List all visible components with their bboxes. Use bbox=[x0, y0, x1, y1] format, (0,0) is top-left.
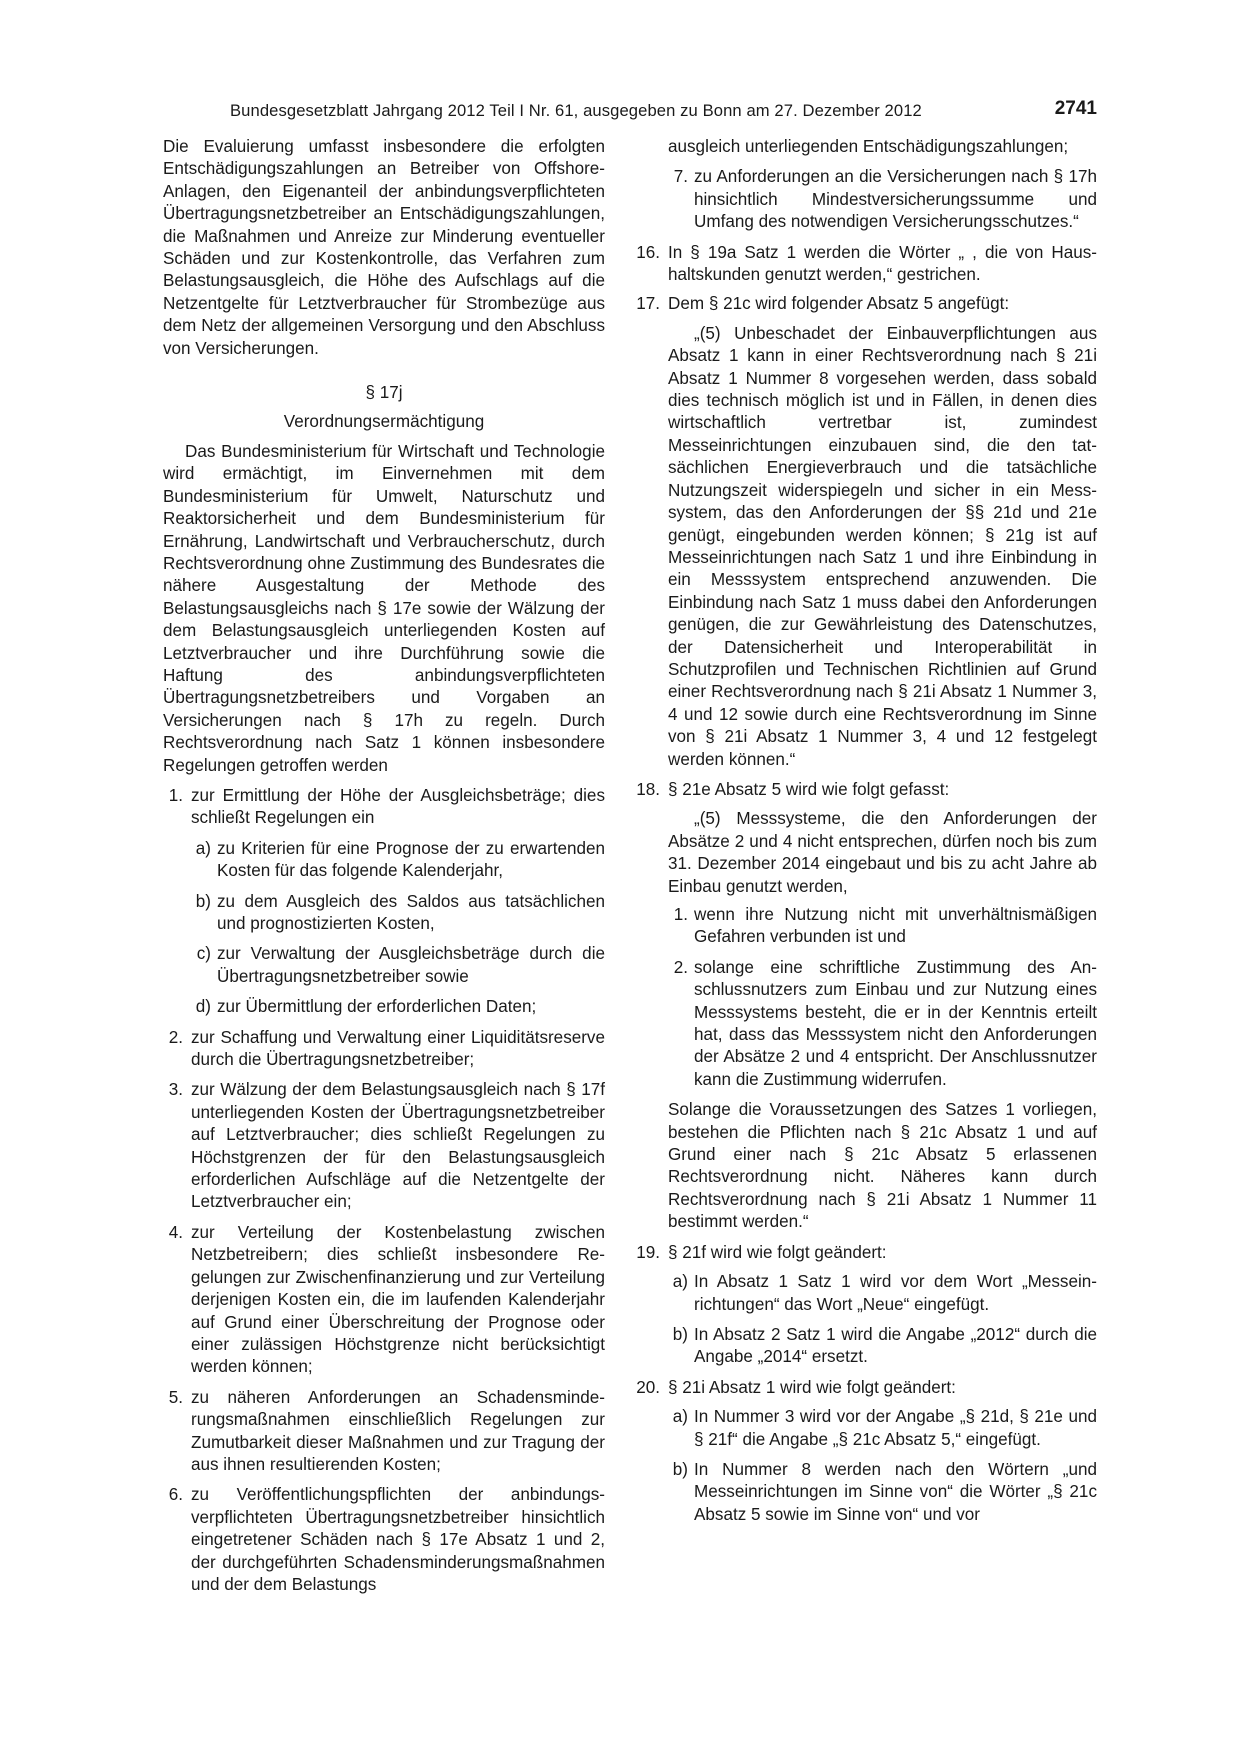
left-column bbox=[163, 136, 605, 1604]
item-number: 4. bbox=[168, 1222, 183, 1242]
item-text: zur Schaffung und Verwaltung einer Liquiditätsreserve durch die Übertragungsnetzbetreiber; bbox=[191, 1027, 605, 1070]
sub-item-letter: c) bbox=[196, 944, 211, 964]
amendment-20 bbox=[630, 1377, 1097, 1399]
evaluation-paragraph: Die Evaluierung umfasst insbesondere die erfolgten Entschädigungszahlungen an Betreiber von Offshore-Anlagen, den Eigenanteil der anbindungsverpflichteten Übertragungsnetzbetreiber an Entschädigungszahlungen, die Maßnahmen und Anreize zur Minderung eventueller Schäden und zur Kostenkontrolle, das Verfahren zum Belastungsausgleich, die Höhe des Aufschlags auf die Netzentgelte für Letztverbraucher für Strombezüge aus dem Netz der allgemeinen Versorgung und den Abschluss von Versicherungen. bbox=[163, 137, 605, 358]
sub-item-letter: b) bbox=[672, 1459, 688, 1479]
item-number: 2. bbox=[673, 957, 688, 977]
section-body: Das Bundesministerium für Wirtschaft und Technologie wird ermächtigt, im Einvernehmen mit dem Bundesministerium für Umwelt, Naturschutz und Reaktorsicherheit und dem Bundesministerium für Ernährung, Landwirtschaft und Verbraucherschutz, durch Rechtsverordnung ohne Zustimmung des Bundesrates die nähere Ausgestaltung der Methode des Belastungsausgleichs nach § 17e sowie der Wälzung der dem Belastungsausgleich unterliegenden Kosten auf Letztverbraucher und ihre Durchführung sowie die Haftung des anbindungsverpflichteten Übertragungsnetzbetreibers und Vorgaben an Versicherungen nach § 17h zu regeln. Durch Rechtsverordnung nach Satz 1 können insbesondere Regelungen getroffen werden bbox=[163, 441, 605, 775]
amendment-number: 19. bbox=[636, 1242, 660, 1262]
list-item bbox=[163, 785, 605, 830]
item-text: zu Anforderungen an die Versicherungen nach § 17h hinsichtlich Mindestversicherungssumme und Umfang des notwendigen Versicherungsschutzes.“ bbox=[694, 167, 1097, 232]
page-header bbox=[230, 98, 1097, 124]
list-item bbox=[163, 1387, 605, 1477]
sub-list-item bbox=[163, 943, 605, 988]
amendment-text: § 21e Absatz 5 wird wie folgt gefasst: bbox=[668, 779, 950, 799]
list-item bbox=[163, 1222, 605, 1379]
amendment-text: In § 19a Satz 1 werden die Wörter „ , die von Haushaltskunden genutzt werden,“ gestrichen. bbox=[668, 242, 1097, 285]
list-item bbox=[630, 957, 1097, 1091]
amendment-16 bbox=[630, 242, 1097, 287]
quoted-paragraph-21c-5 bbox=[630, 323, 1097, 771]
amendment-number: 16. bbox=[636, 242, 660, 262]
sub-list-item bbox=[630, 1324, 1097, 1369]
sub-item-text: zu Kriterien für eine Prognose der zu erwartenden Kosten für das folgende Kalenderjahr, bbox=[217, 838, 605, 881]
item-text: zu Veröffentlichungspflichten der anbindungsverpflichteten Übertragungsnetzbetreiber hinsichtlich eingetretener Schäden nach § 17e Absatz 1 und 2, der durchgeführten Schadensminderungsmaßnahmen und der dem Belastungs bbox=[191, 1485, 605, 1594]
sub-item-letter: a) bbox=[195, 838, 211, 858]
amendment-text: § 21f wird wie folgt geändert: bbox=[668, 1242, 887, 1262]
sub-list-item bbox=[630, 1459, 1097, 1526]
sub-item-text: In Nummer 8 werden nach den Wörtern „und Messeinrichtungen im Sinne von“ die Wörter „§ 21c Absatz 5 sowie im Sinne von“ und vor bbox=[694, 1459, 1097, 1524]
sub-item-letter: a) bbox=[672, 1272, 688, 1292]
list-item bbox=[163, 1484, 605, 1596]
right-column bbox=[630, 136, 1097, 1534]
item-number: 6. bbox=[168, 1485, 183, 1505]
item-text: zur Verteilung der Kostenbelastung zwischen Netzbetreibern; dies schließt insbesondere Regelungen zur Zwischenfinanzierung und zur Verteilung derjenigen Kosten ein, die im laufenden Kalenderjahr auf Grund einer Überschreitung der Prognose oder einer zulässigen Höchstgrenze nicht berücksichtigt werden können; bbox=[191, 1222, 605, 1377]
sub-item-text: In Nummer 3 wird vor der Angabe „§ 21d, § 21e und § 21f“ die Angabe „§ 21c Absatz 5,“ eingefügt. bbox=[694, 1407, 1097, 1449]
item-number: 2. bbox=[168, 1027, 183, 1047]
sub-item-letter: d) bbox=[195, 997, 211, 1017]
sub-list-item bbox=[163, 891, 605, 936]
item-number: 1. bbox=[673, 905, 688, 924]
sub-list-item bbox=[163, 838, 605, 883]
list-item bbox=[163, 1027, 605, 1072]
item-number: 1. bbox=[168, 785, 183, 805]
amendment-18 bbox=[630, 779, 1097, 801]
section-number: § 17j bbox=[365, 383, 403, 403]
sub-item-text: In Absatz 1 Satz 1 wird vor dem Wort „Messeinrichtungen“ das Wort „Neue“ eingefügt. bbox=[694, 1272, 1097, 1314]
amendment-19 bbox=[630, 1242, 1097, 1264]
item-text: solange eine schriftliche Zustimmung des Anschlussnutzers zum Einbau und zur Nutzung eines Messsystems besteht, die er in der Kenntnis erteilt hat, dass das Messsystem nicht den Anforderungen der Absätze 2 und 4 entspricht. Der Anschlussnutzer kann die Zustimmung widerrufen. bbox=[694, 957, 1097, 1089]
item-text: zur Wälzung der dem Belastungsausgleich nach § 17f unterliegenden Kosten der Übertragungsnetzbetreiber auf Letztverbraucher; dies schließt Regelungen zu Höchstgrenzen der für den Belastungsausgleich erforderlichen Aufschläge auf die Netzentgelte der Letztverbraucher ein; bbox=[191, 1080, 605, 1212]
amendment-number: 17. bbox=[636, 294, 660, 314]
sub-item-text: zur Übermittlung der erforderlichen Daten; bbox=[217, 997, 537, 1017]
sub-item-text: zu dem Ausgleich des Saldos aus tatsächlichen und prognostizierten Kosten, bbox=[217, 891, 605, 933]
running-header: Bundesgesetzblatt Jahrgang 2012 Teil I Nr. 61, ausgegeben zu Bonn am 27. Dezember 2012 bbox=[230, 101, 922, 120]
amendment-text: § 21i Absatz 1 wird wie folgt geändert: bbox=[668, 1377, 956, 1397]
item-number: 3. bbox=[168, 1080, 183, 1100]
item-6-continuation: ausgleich unterliegenden Entschädigungszahlungen; bbox=[668, 137, 1069, 156]
list-item bbox=[163, 1079, 605, 1213]
quoted-text: „(5) Messsysteme, die den Anforderungen der Absätze 2 und 4 nicht entsprechen, dürfen noch bis zum 31. Dezember 2014 eingebaut und bis zu acht Jahre ab Einbau genutzt werden, bbox=[668, 809, 1097, 896]
sub-list-item bbox=[163, 996, 605, 1018]
sub-item-letter: b) bbox=[672, 1324, 688, 1344]
section-title: Verordnungsermächtigung bbox=[283, 412, 485, 432]
amendment-text: Dem § 21c wird folgender Absatz 5 angefügt: bbox=[668, 294, 1010, 314]
sub-item-letter: b) bbox=[195, 891, 211, 911]
item-number: 7. bbox=[673, 167, 688, 187]
sub-list-item bbox=[630, 1271, 1097, 1316]
sub-item-text: In Absatz 2 Satz 1 wird die Angabe „2012“ durch die Angabe „2014“ ersetzt. bbox=[694, 1324, 1097, 1367]
item-text: zu näheren Anforderungen an Schadensminderungsmaßnahmen einschließlich Regelungen zur Zumutbarkeit dieser Maßnahmen und zur Tragung der aus ihnen resultierenden Kosten; bbox=[191, 1387, 605, 1474]
item-number: 5. bbox=[168, 1387, 183, 1407]
amendment-17 bbox=[630, 293, 1097, 315]
amendment-number: 20. bbox=[636, 1377, 660, 1397]
item-text: zur Ermittlung der Höhe der Ausgleichsbeträge; dies schließt Regelungen ein bbox=[191, 785, 605, 828]
amendment-number: 18. bbox=[636, 779, 660, 799]
sub-item-text: zur Verwaltung der Ausgleichsbeträge durch die Übertragungsnetzbetreiber sowie bbox=[217, 944, 605, 986]
page-number: 2741 bbox=[1054, 98, 1097, 119]
list-item bbox=[630, 166, 1097, 233]
sub-item-letter: a) bbox=[672, 1407, 688, 1427]
quoted-text: „(5) Unbeschadet der Einbauverpflichtungen aus Absatz 1 kann in einer Rechtsverordnung nach § 21i Absatz 1 Nummer 8 vorgesehen werden, dass sobald dies technisch möglich ist und in Fällen, in denen dies wirtschaftlich vertretbar ist, zumindest Messeinrichtungen einzubauen sind, die den tatsächlichen Energieverbrauch und die tatsächliche Nutzungszeit widerspiegeln und sicher in ein Messsystem, das den Anforderungen der §§ 21d und 21e genügt, eingebunden werden können; § 21g ist auf Messeinrichtungen nach Satz 1 und ihre Einbindung in ein Messsystem entsprechend anzuwenden. Die Einbindung nach Satz 1 muss dabei den Anforderungen genügen, die zur Gewährleistung des Datenschutzes, der Datensicherheit und Interoperabilität in Schutzprofilen und Technischen Richtlinien auf Grund einer Rechtsverordnung nach § 21i Absatz 1 Nummer 3, 4 und 12 sowie durch eine Rechtsverordnung im Sinne von § 21i Absatz 1 Nummer 3, 4 und 12 festgelegt werden können.“ bbox=[668, 323, 1097, 769]
quoted-closing-paragraph: Solange die Voraussetzungen des Satzes 1 vorliegen, bestehen die Pflichten nach § 21c Absatz 1 und auf Grund einer nach § 21c Absatz 5 erlassenen Rechtsverordnung nicht. Näheres kann durch Rechtsverordnung nach § 21i Absatz 1 Nummer 11 bestimmt werden.“ bbox=[668, 1100, 1097, 1232]
sub-list-item bbox=[630, 1406, 1097, 1451]
item-text: wenn ihre Nutzung nicht mit unverhältnismäßigen Gefahren verbunden ist und bbox=[694, 905, 1097, 947]
quoted-paragraph-21e-5 bbox=[630, 808, 1097, 898]
list-item bbox=[630, 904, 1097, 949]
